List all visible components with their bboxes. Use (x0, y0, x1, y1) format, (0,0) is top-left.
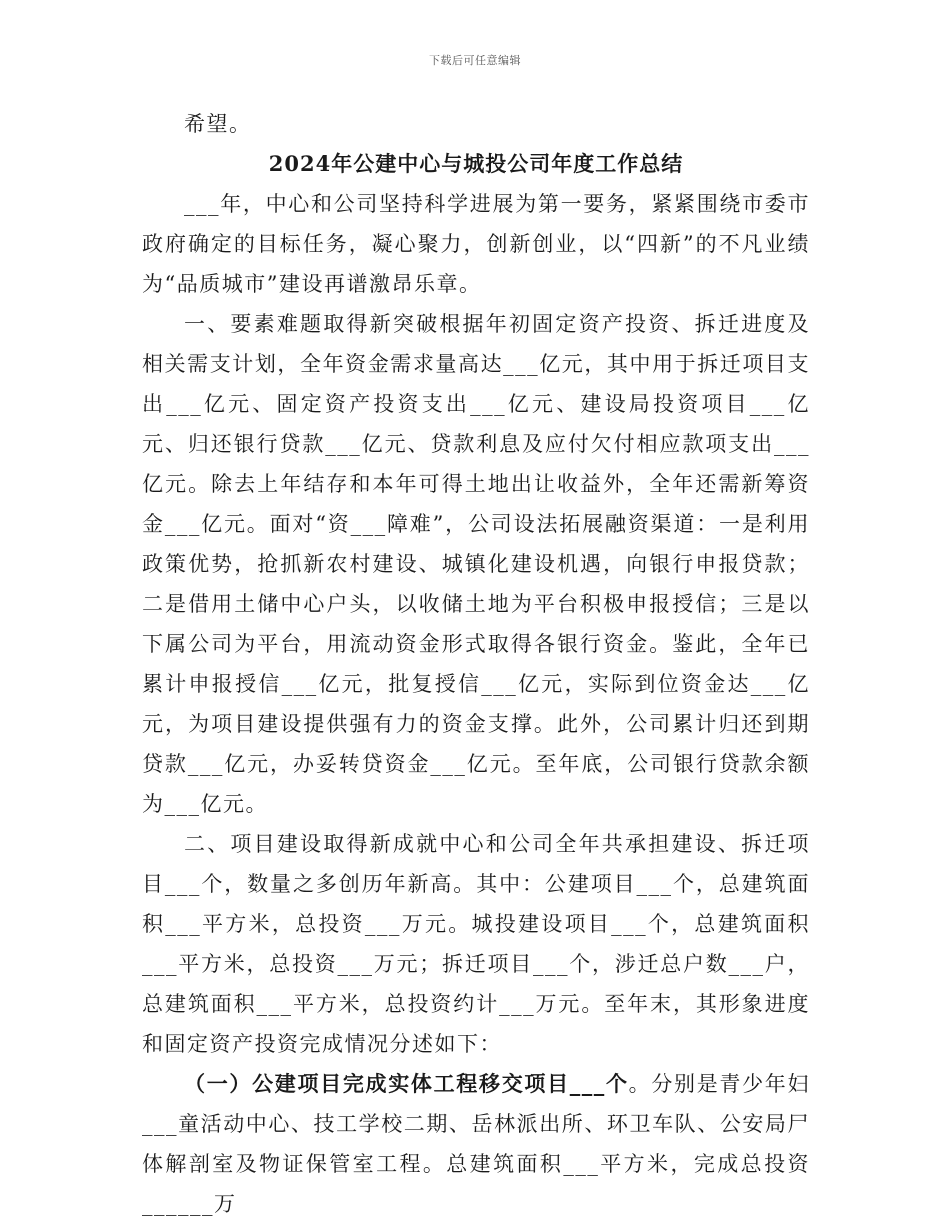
page-header-note: 下载后可任意编辑 (429, 54, 521, 67)
subsection-1-text: 。分别是青少年妇___童活动中心、技工学校二期、岳林派出所、环卫车队、公安局尸体解剖室及物证保管室工程。总建筑面积___平方米，完成总投资______万 (142, 1072, 811, 1216)
subsection-1-paragraph (142, 1064, 810, 1224)
subsection-1-heading: （一）公建项目完成实体工程移交项目___个 (184, 1071, 629, 1096)
intro-paragraph: ___年，中心和公司坚持科学进展为第一要务，紧紧围绕市委市政府确定的目标任务，凝心聚力，创新创业，以“四新”的不凡业绩为“品质城市”建设再谱激昂乐章。 (142, 192, 810, 296)
document-body (142, 104, 810, 1224)
previous-section-tail: 希望。 (184, 112, 252, 136)
section-2-paragraph: 二、项目建设取得新成就中心和公司全年共承担建设、拆迁项目___个，数量之多创历年新高。其中：公建项目___个，总建筑面积___平方米，总投资___万元。城投建设项目___个，总建筑面积___平方米，总投资___万元；拆迁项目___个，涉迁总户数___户，总建筑面积___平方米，总投资约计___万元。至年末，其形象进度和固定资产投资完成情况分述如下： (142, 832, 810, 1056)
section-1-paragraph: 一、要素难题取得新突破根据年初固定资产投资、拆迁进度及相关需支计划，全年资金需求量高达___亿元，其中用于拆迁项目支出___亿元、固定资产投资支出___亿元、建设局投资项目___亿元、归还银行贷款___亿元、贷款利息及应付欠付相应款项支出___亿元。除去上年结存和本年可得土地出让收益外，全年还需新筹资金___亿元。面对“资___障难”，公司设法拓展融资渠道：一是利用政策优势，抢抓新农村建设、城镇化建设机遇，向银行申报贷款；二是借用土储中心户头，以收储土地为平台积极申报授信；三是以下属公司为平台，用流动资金形式取得各银行资金。鉴此，全年已累计申报授信___亿元，批复授信___亿元，实际到位资金达___亿元，为项目建设提供强有力的资金支撑。此外，公司累计归还到期贷款___亿元，办妥转贷资金___亿元。至年底，公司银行贷款余额为___亿元。 (142, 312, 810, 816)
document-title: 2024年公建中心与城投公司年度工作总结 (268, 151, 684, 176)
